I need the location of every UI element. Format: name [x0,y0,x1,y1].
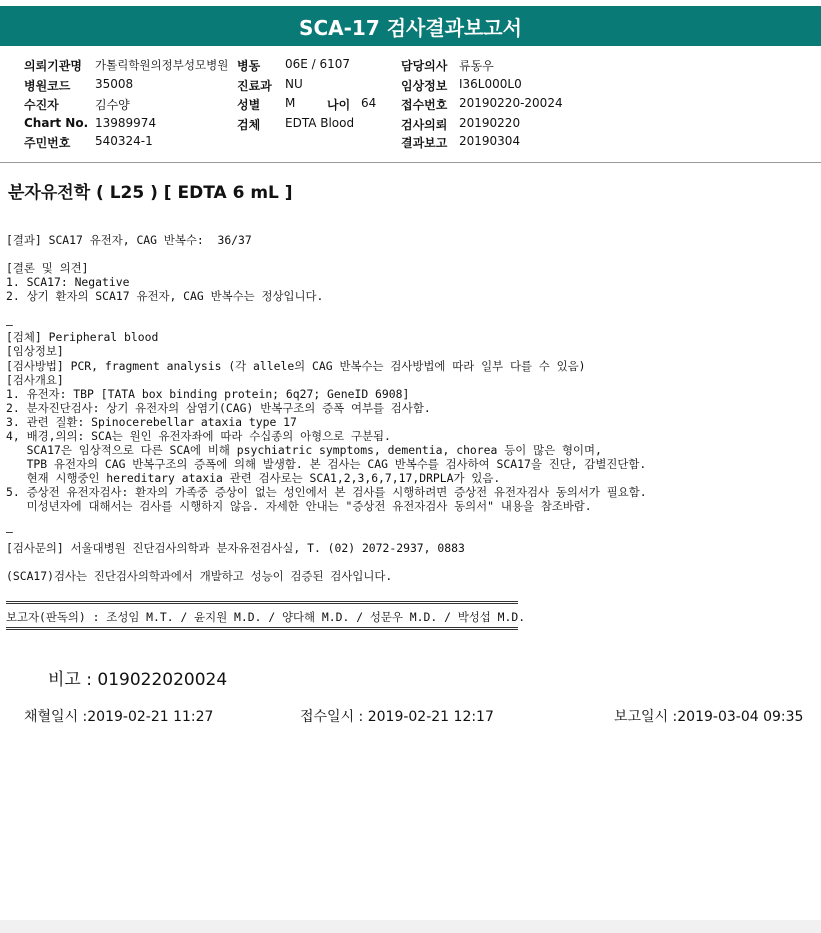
overview-item-4-cont-1: SCA17은 임상적으로 다른 SCA에 비해 psychiatric symptoms, dementia, chorea 등이 많은 형이며, [6,443,602,457]
overview-heading: [검사개요] [6,373,64,387]
overview-item-3: 3. 관련 질환: Spinocerebellar ataxia type 17 [6,415,297,429]
conclusion-heading: [결론 및 의견] [6,261,89,275]
reporter-rule-top [6,601,518,604]
overview-item-4: 4, 배경,의의: SCA는 원인 유전자좌에 따라 수십종의 아형으로 구분됨. [6,429,391,443]
clinical-value: I36L000L0 [459,77,522,91]
header-row-4 [0,116,821,132]
rrn-value: 540324-1 [95,134,153,148]
remarks [48,665,227,690]
separator-dash: — [6,318,13,332]
chart-label: Chart No. [24,116,89,130]
reporter-rule-bottom [6,627,518,630]
section-title: 분자유전학 ( L25 ) [ EDTA 6 mL ] [8,183,293,203]
report-value: 20190304 [459,134,521,148]
ward-label: 병동 [237,59,261,73]
received-datetime [300,706,494,726]
validation-line: (SCA17)검사는 진단검사의학과에서 개발하고 성능이 검증된 검사입니다. [6,569,393,583]
reported-datetime [614,706,803,726]
reporter-line: 보고자(판독의) : 조성임 M.T. / 윤지원 M.D. / 양다해 M.D. / 성문우 M.D. / 박성섭 M.D. [6,610,526,624]
hosp-code-value: 35008 [95,77,134,91]
header-row-1 [0,57,821,73]
result-line: [결과] SCA17 유전자, CAG 반복수: 36/37 [6,233,252,247]
inst-value: 가톨릭학원의정부성모병원 [95,58,229,72]
collected-datetime [24,706,213,726]
request-label: 검사의뢰 [401,118,448,132]
method-line: [검사방법] PCR, fragment analysis (각 allele의 CAG 반복수는 검사방법에 따라 일부 다를 수 있음) [6,359,586,373]
report-label: 결과보고 [401,136,448,150]
footer-band [0,920,821,933]
request-value: 20190220 [459,116,521,130]
remarks-label: 비고 : [48,670,98,690]
conclusion-item-1: 1. SCA17: Negative [6,275,130,289]
collected-label: 채혈일시 : [24,709,88,725]
patient-value: 김수양 [95,98,130,112]
patient-label: 수진자 [24,98,59,112]
rrn-label: 주민번호 [24,136,71,150]
chart-value: 13989974 [95,116,157,130]
conclusion-item-2: 2. 상기 환자의 SCA17 유전자, CAG 반복수는 정상입니다. [6,289,324,303]
receipt-no-value: 20190220-20024 [459,96,563,110]
header-row-5 [0,134,821,150]
received-label: 접수일시 : [300,709,368,725]
clinical-label: 임상정보 [401,79,448,93]
header-divider [0,162,821,163]
doctor-label: 담당의사 [401,59,448,73]
inquiry-line: [검사문의] 서울대병원 진단검사의학과 분자유전검사실, T. (02) 2072-2937, 0883 [6,541,465,555]
overview-item-2: 2. 분자진단검사: 상기 유전자의 삼염기(CAG) 반복구조의 증폭 여부를 검사함. [6,401,431,415]
sex-label: 성별 [237,98,261,112]
age-value: 64 [361,96,377,110]
clinical-info-line: [임상정보] [6,344,64,358]
header-row-3 [0,96,821,112]
report-title: SCA-17 검사결과보고서 [0,6,821,46]
ward-value: 06E / 6107 [285,57,351,71]
sex-value: M [285,96,296,110]
header-row-2 [0,77,821,93]
inst-label: 의뢰기관명 [24,59,82,73]
specimen-line: [검체] Peripheral blood [6,330,159,344]
reported-value: 2019-03-04 09:35 [677,709,804,725]
hosp-code-label: 병원코드 [24,79,71,93]
overview-item-4-cont-3: 현재 시행중인 hereditary ataxia 관련 검사로는 SCA1,2,3,6,7,17,DRPLA가 있음. [6,471,501,485]
specimen-label: 검체 [237,118,261,132]
received-value: 2019-02-21 12:17 [367,709,494,725]
overview-item-4-cont-2: TPB 유전자의 CAG 반복구조의 증폭에 의해 발생함. 본 검사는 CAG 반복수를 검사하여 SCA17을 진단, 감별진단함. [6,457,647,471]
dept-value: NU [285,77,303,91]
remarks-value: 019022020024 [97,670,228,690]
collected-value: 2019-02-21 11:27 [87,709,214,725]
overview-item-5-cont: 미성년자에 대해서는 검사를 시행하지 않음. 자세한 안내는 "증상전 유전자검사 동의서" 내용을 참조바람. [6,499,592,513]
receipt-no-label: 접수번호 [401,98,448,112]
reported-label: 보고일시 : [614,709,678,725]
separator-dash: — [6,525,13,539]
age-label: 나이 [327,98,351,112]
doctor-value: 류동우 [459,59,494,73]
dept-label: 진료과 [237,79,272,93]
specimen-value: EDTA Blood [285,116,355,130]
overview-item-5: 5. 증상전 유전자검사: 환자의 가족중 증상이 없는 성인에서 본 검사를 시행하려면 증상전 유전자검사 동의서가 필요함. [6,485,647,499]
overview-item-1: 1. 유전자: TBP [TATA box binding protein; 6q27; GeneID 6908] [6,387,410,401]
